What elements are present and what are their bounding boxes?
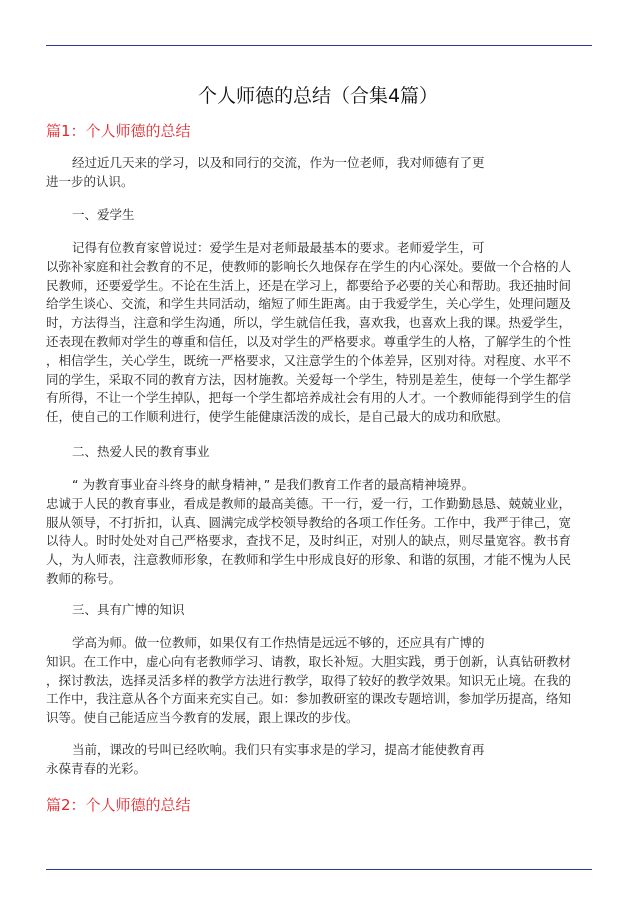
paragraph-line: 给学生谈心、交流，和学生共同活动，缩短了师生距离。由于我爱学生，关心学生，处理问题及 (46, 296, 572, 312)
paragraph-line: 学高为师。做一位教师，如果仅有工作热情是远远不够的，还应具有广博的 (72, 635, 485, 650)
paragraph-line: 二、热爱人民的教育事业 (72, 444, 210, 459)
paragraph-line: 以待人。时时处处对自己严格要求，查找不足，及时纠正，对别人的缺点，则尽量宽容。教书育 (46, 533, 572, 549)
paragraph-line: 知识。在工作中，虚心向有老教师学习、请教，取长补短。大胆实践，勇于创新，认真钻研教材 (46, 653, 572, 669)
paragraph-line: 当前，课改的号叫已经吹响。我们只有实事求是的学习，提高才能使教育再 (72, 742, 485, 757)
paragraph-line: 时，方法得当，注意和学生沟通，所以，学生就信任我，喜欢我，也喜欢上我的课。热爱学生， (46, 315, 572, 331)
paragraph-line: 工作中，我注意从各个方面来充实自己。如：参加教研室的课改专题培训，参加学历提高，络知 (46, 691, 572, 707)
paragraph-line: 教师的称号。 (46, 571, 122, 586)
section-heading: 篇1：个人师德的总结 (46, 122, 191, 140)
paragraph-line: 还表现在教师对学生的尊重和信任，以及对学生的严格要求。尊重学生的人格，了解学生的个性 (46, 334, 572, 349)
paragraph-line: 忠诚于人民的教育事业，看成是教师的最高美德。干一行，爱一行，工作勤勤恳恳、兢兢业业， (46, 495, 572, 511)
paragraph-line: 三、具有广博的知识 (72, 602, 185, 617)
paragraph-line: “ 为教育事业奋斗终身的献身精神，” 是我们教育工作者的最高精神境界。 (72, 477, 475, 492)
paragraph-line: 同的学生，采取不同的教育方法，因材施教。关爱每一个学生，特别是差生，使每一个学生都学 (46, 371, 572, 387)
document-title: 个人师德的总结（合集4篇） (197, 85, 439, 107)
paragraph-line: ，探讨教法，选择灵活多样的教学方法进行教学，取得了较好的教学效果。知识无止境。在我的 (46, 672, 572, 688)
paragraph-line: 一、爱学生 (72, 207, 135, 222)
paragraph-line: 记得有位教育家曾说过：爱学生是对老师最最基本的要求。老师爱学生，可 (72, 240, 485, 255)
paragraph-line: ，相信学生，关心学生，既统一严格要求，又注意学生的个体差异，区别对待。对程度、水平不 (46, 352, 572, 368)
paragraph-line: 永葆青春的光彩。 (46, 760, 147, 776)
paragraph-line: 识等。使自己能适应当今教育的发展，跟上课改的步伐。 (46, 710, 359, 726)
section-heading: 篇2：个人师德的总结 (46, 796, 191, 814)
paragraph-line: 民教师，还要爱学生。不论在生活上，还是在学习上，都要给予必要的关心和帮助。我还抽时间 (46, 277, 572, 293)
paragraph-line: 有所得，不让一个学生掉队，把每一个学生都培养成社会有用的人才。一个教师能得到学生的信 (46, 390, 572, 406)
top-rule (46, 45, 592, 46)
bottom-rule (46, 869, 592, 870)
paragraph-line: 进一步的认识。 (46, 173, 134, 189)
paragraph-line: 人，为人师表，注意教师形象，在教师和学生中形成良好的形象、和谐的氛围，才能不愧为人民 (46, 552, 572, 568)
paragraph-line: 任，使自己的工作顺利进行，使学生能健康活泼的成长，是自己最大的成功和欣慰。 (46, 409, 509, 425)
paragraph-line: 经过近几天来的学习，以及和同行的交流，作为一位老师，我对师德有了更 (72, 155, 485, 170)
paragraph-line: 服从领导，不打折扣，认真、圆满完成学校领导教给的各项工作任务。工作中，我严于律己，宽 (46, 514, 572, 530)
paragraph-line: 以弥补家庭和社会教育的不足，使教师的影响长久地保存在学生的内心深处。要做一个合格的人 (46, 258, 572, 274)
